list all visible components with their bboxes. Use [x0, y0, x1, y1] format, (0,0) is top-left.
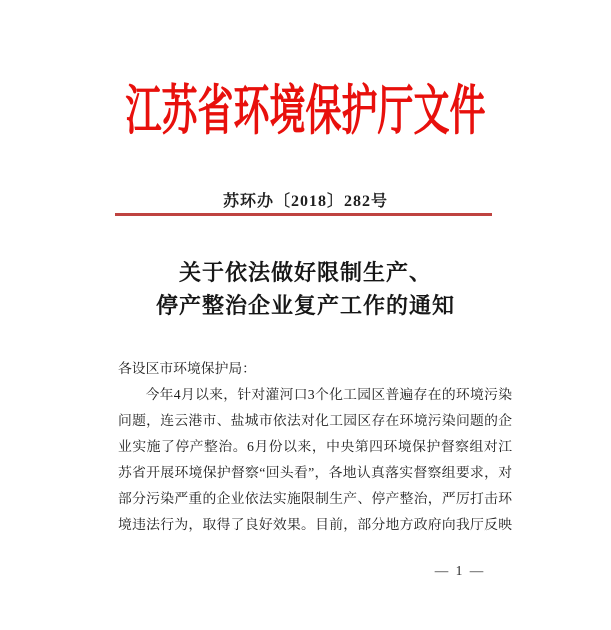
title-line-1: 关于依法做好限制生产、	[178, 260, 432, 285]
agency-header-text: 江苏省环境保护厅文件	[125, 81, 486, 141]
page-number: — 1 —	[434, 563, 486, 578]
body-text-line: 境违法行为，取得了良好效果。目前，部分地方政府向我厅反映	[118, 517, 512, 532]
body-text-line: 部分污染严重的企业依法实施限制生产、停产整治，严厉打击环	[118, 491, 512, 506]
document-body	[118, 356, 512, 538]
salutation: 各设区市环境保护局：	[118, 361, 256, 376]
agency-header	[0, 81, 611, 141]
red-divider-line	[115, 213, 492, 216]
title-line-2: 停产整治企业复产工作的通知	[155, 293, 455, 318]
body-text-line: 今年4月以来，针对灌河口3个化工园区普遍存在的环境污染	[145, 387, 512, 402]
document-number: 苏环办〔2018〕282号	[222, 193, 388, 210]
body-text-line: 苏省开展环境保护督察“回头看”，各地认真落实督察组要求，对	[118, 465, 512, 480]
document-title	[0, 256, 611, 322]
body-text-line: 问题，连云港市、盐城市依法对化工园区存在环境污染问题的企	[118, 413, 512, 428]
body-text-line: 业实施了停产整治。6月份以来，中央第四环境保护督察组对江	[118, 439, 512, 454]
